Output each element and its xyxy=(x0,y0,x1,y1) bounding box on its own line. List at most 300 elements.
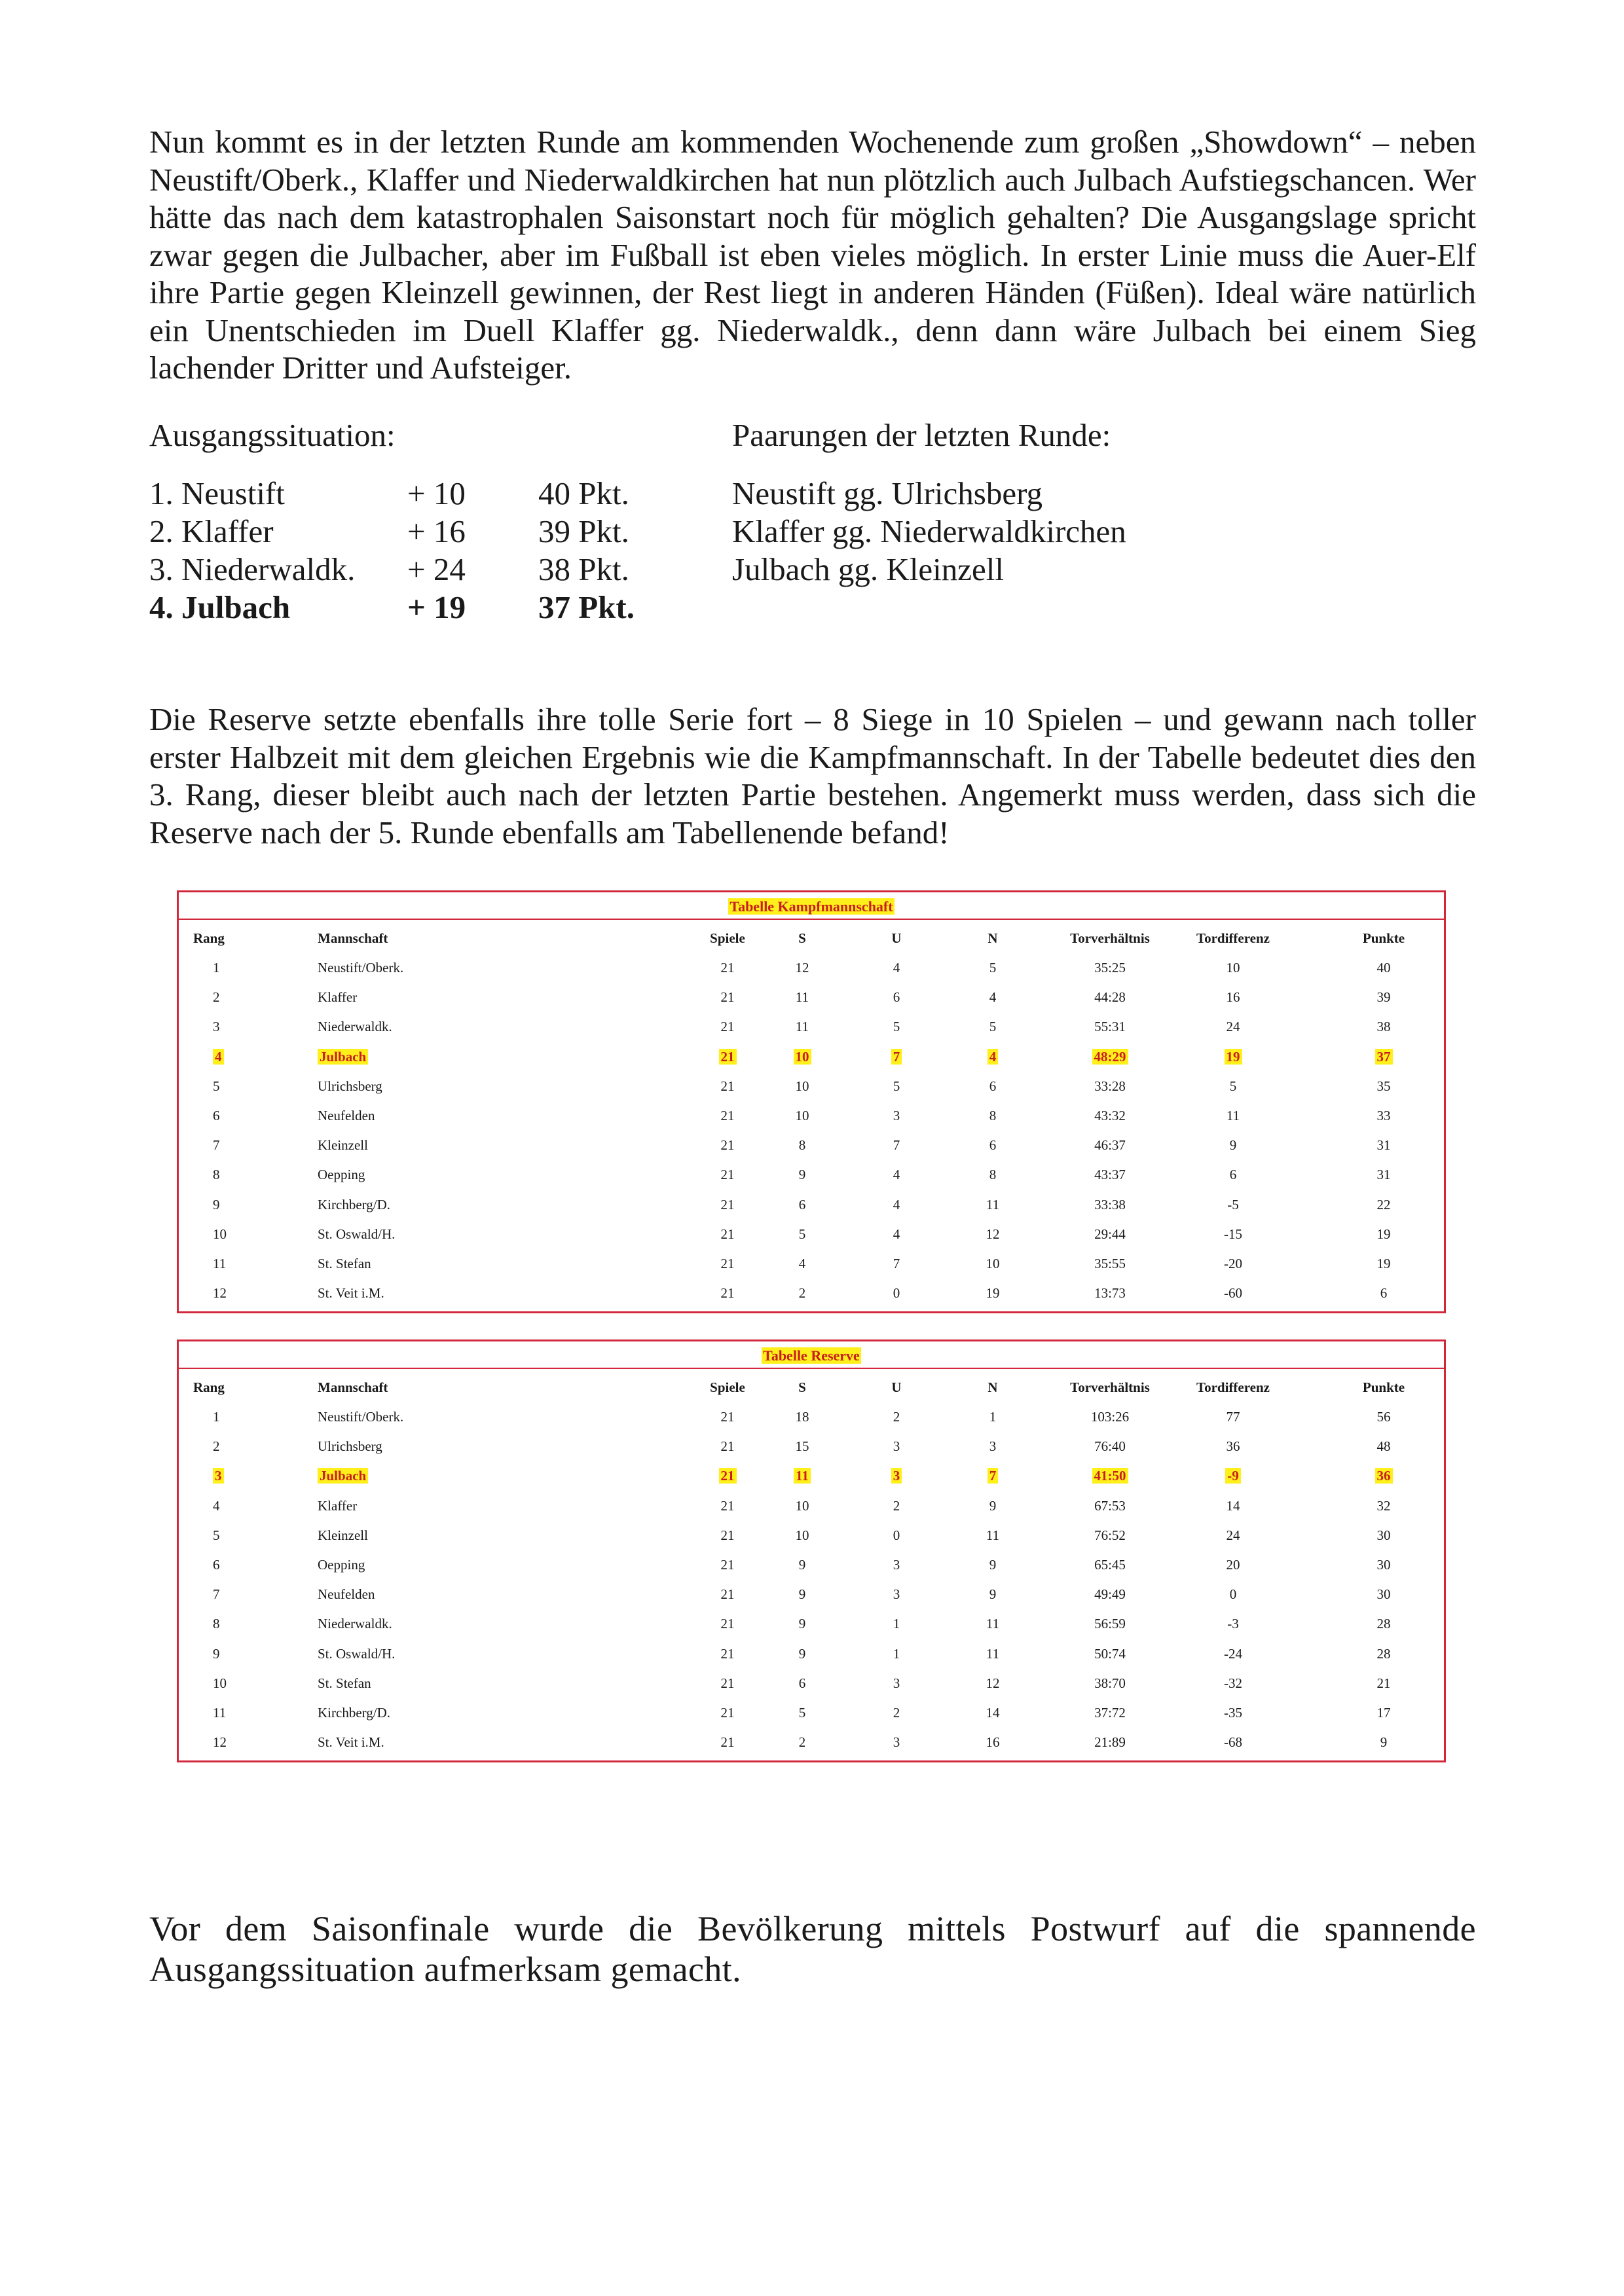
cell-siege xyxy=(783,1703,822,1722)
cell-punkte-text: 35 xyxy=(1376,1078,1391,1094)
cell-unentschieden-text: 3 xyxy=(893,1108,900,1123)
cell-team-text: Klaffer xyxy=(318,989,358,1006)
cell-tordifferenz-text: 20 xyxy=(1226,1557,1240,1573)
header-u: U xyxy=(891,930,902,946)
table-row xyxy=(179,1407,1444,1436)
cell-team xyxy=(318,1076,382,1096)
cell-niederlagen-text: 4 xyxy=(987,1049,999,1065)
cell-tordifferenz xyxy=(1181,1047,1285,1066)
cell-punkte-text: 32 xyxy=(1376,1497,1391,1514)
cell-team xyxy=(318,1165,365,1184)
cell-rang-text: 8 xyxy=(213,1616,220,1632)
cell-punkte xyxy=(1344,1496,1423,1516)
cell-punkte-text: 19 xyxy=(1376,1226,1391,1242)
cell-siege xyxy=(783,1076,822,1096)
cell-team xyxy=(318,1703,390,1722)
cell-punkte xyxy=(1344,987,1423,1007)
cell-siege-text: 10 xyxy=(795,1078,809,1094)
cell-niederlagen-text: 4 xyxy=(989,989,997,1006)
cell-spiele xyxy=(695,1017,760,1036)
cell-team xyxy=(318,1135,368,1155)
cell-siege xyxy=(783,1106,822,1125)
cell-niederlagen xyxy=(976,1076,1009,1096)
cell-spiele-text: 21 xyxy=(720,1438,735,1455)
cell-unentschieden xyxy=(883,1076,910,1096)
cell-siege xyxy=(783,1732,822,1752)
cell-tordifferenz xyxy=(1181,1496,1285,1516)
cell-punkte xyxy=(1344,1254,1423,1273)
cell-siege-text: 10 xyxy=(795,1497,809,1514)
cell-unentschieden-text: 1 xyxy=(893,1645,900,1662)
cell-punkte-text: 36 xyxy=(1375,1468,1393,1484)
cell-torverhaeltnis xyxy=(1058,1466,1162,1485)
cell-siege xyxy=(783,1283,822,1303)
cell-punkte-text: 37 xyxy=(1375,1049,1393,1065)
cell-rang-text: 2 xyxy=(213,1438,220,1455)
cell-niederlagen xyxy=(976,1673,1009,1693)
cell-siege xyxy=(783,1135,822,1155)
cell-tordifferenz-text: -32 xyxy=(1224,1675,1242,1691)
cell-torverhaeltnis-text: 103:26 xyxy=(1090,1409,1130,1425)
cell-siege xyxy=(783,987,822,1007)
cell-tordifferenz xyxy=(1181,1254,1285,1273)
cell-torverhaeltnis-text: 35:55 xyxy=(1094,1256,1126,1271)
standings-team: 2. Klaffer xyxy=(149,513,274,549)
header-spiele: Spiele xyxy=(710,1379,745,1395)
cell-spiele-text: 21 xyxy=(720,1019,735,1035)
cell-rang-text: 6 xyxy=(213,1557,220,1573)
cell-siege xyxy=(783,1555,822,1575)
cell-niederlagen-text: 12 xyxy=(986,1226,1000,1242)
cell-team-text: Niederwaldk. xyxy=(318,1019,392,1035)
cell-niederlagen xyxy=(976,1407,1009,1427)
cell-spiele-text: 21 xyxy=(720,1285,735,1302)
cell-spiele-text: 21 xyxy=(720,1586,735,1603)
cell-torverhaeltnis xyxy=(1058,1614,1162,1633)
cell-spiele-text: 21 xyxy=(720,1196,735,1212)
cell-siege-text: 6 xyxy=(798,1675,806,1691)
table-row xyxy=(179,987,1444,1017)
cell-rang-text: 4 xyxy=(213,1497,220,1514)
cell-niederlagen xyxy=(976,1466,1009,1485)
cell-niederlagen-text: 6 xyxy=(989,1078,997,1094)
cell-team-text: Kirchberg/D. xyxy=(318,1196,390,1212)
cell-siege-text: 5 xyxy=(798,1705,806,1721)
cell-team-text: Kirchberg/D. xyxy=(318,1705,390,1721)
header-punkte: Punkte xyxy=(1362,1379,1405,1395)
table-row xyxy=(179,1135,1444,1165)
standings-points: 38 Pkt. xyxy=(538,551,629,587)
cell-tordifferenz-text: -24 xyxy=(1224,1645,1242,1662)
cell-punkte xyxy=(1344,1106,1423,1125)
pairing-item: Neustift gg. Ulrichsberg xyxy=(732,475,1043,511)
cell-punkte xyxy=(1344,1165,1423,1184)
standings-points: 39 Pkt. xyxy=(538,513,629,549)
cell-team-text: Julbach xyxy=(318,1468,368,1484)
cell-torverhaeltnis-text: 49:49 xyxy=(1094,1586,1126,1603)
cell-tordifferenz-text: 24 xyxy=(1226,1527,1240,1543)
cell-niederlagen-text: 11 xyxy=(986,1616,1000,1632)
cell-spiele-text: 21 xyxy=(720,1675,735,1691)
cell-niederlagen-text: 7 xyxy=(987,1468,999,1484)
cell-spiele-text: 21 xyxy=(720,1409,735,1425)
cell-team xyxy=(318,1195,390,1214)
cell-tordifferenz xyxy=(1181,1076,1285,1096)
cell-torverhaeltnis-text: 67:53 xyxy=(1094,1497,1126,1514)
cell-unentschieden xyxy=(883,1614,910,1633)
cell-punkte xyxy=(1344,1466,1423,1485)
cell-unentschieden-text: 5 xyxy=(893,1078,900,1094)
standings-team: 4. Julbach xyxy=(149,589,291,625)
cell-torverhaeltnis-text: 48:29 xyxy=(1092,1049,1128,1065)
cell-niederlagen-text: 11 xyxy=(986,1527,1000,1543)
cell-punkte-text: 40 xyxy=(1376,960,1391,975)
standings-goal-diff: + 10 xyxy=(407,475,466,511)
cell-niederlagen xyxy=(976,1135,1009,1155)
cell-unentschieden xyxy=(883,1644,910,1664)
cell-tordifferenz xyxy=(1181,1106,1285,1125)
header-team: Mannschaft xyxy=(318,1379,388,1395)
cell-rang-text: 1 xyxy=(213,1409,220,1425)
cell-spiele xyxy=(695,1673,760,1693)
header-torverhaeltnis: Torverhältnis xyxy=(1070,1379,1150,1395)
cell-unentschieden-text: 3 xyxy=(893,1438,900,1455)
cell-unentschieden-text: 7 xyxy=(893,1137,900,1154)
cell-spiele-text: 21 xyxy=(719,1049,737,1065)
cell-punkte xyxy=(1344,1703,1423,1722)
cell-spiele-text: 21 xyxy=(720,989,735,1006)
cell-team xyxy=(318,1673,371,1693)
cell-torverhaeltnis-text: 50:74 xyxy=(1094,1645,1126,1662)
table-row xyxy=(179,1525,1444,1555)
cell-punkte xyxy=(1344,1644,1423,1664)
cell-siege-text: 9 xyxy=(798,1586,806,1603)
cell-punkte xyxy=(1344,1135,1423,1155)
table-row xyxy=(179,1165,1444,1194)
cell-siege xyxy=(783,958,822,977)
header-spiele: Spiele xyxy=(710,930,745,946)
cell-unentschieden xyxy=(883,1673,910,1693)
cell-unentschieden xyxy=(883,1195,910,1214)
cell-tordifferenz xyxy=(1181,987,1285,1007)
cell-torverhaeltnis xyxy=(1058,1195,1162,1214)
header-n: N xyxy=(987,930,998,946)
cell-team-text: Ulrichsberg xyxy=(318,1438,382,1455)
cell-tordifferenz xyxy=(1181,1135,1285,1155)
cell-spiele xyxy=(695,1283,760,1303)
cell-unentschieden xyxy=(883,1436,910,1456)
cell-siege-text: 6 xyxy=(798,1196,806,1212)
cell-team xyxy=(318,987,357,1007)
cell-team-text: St. Stefan xyxy=(318,1256,371,1271)
cell-punkte-text: 30 xyxy=(1376,1557,1391,1573)
cell-torverhaeltnis xyxy=(1058,1703,1162,1722)
cell-unentschieden-text: 7 xyxy=(893,1256,900,1271)
cell-unentschieden xyxy=(883,1496,910,1516)
closing-paragraph: Vor dem Saisonfinale wurde die Bevölkerung mittels Postwurf auf die spannende Ausgangssituation aufmerksam gemacht. xyxy=(149,1909,1476,1989)
cell-spiele-text: 21 xyxy=(720,960,735,975)
cell-spiele xyxy=(695,1614,760,1633)
cell-siege-text: 18 xyxy=(795,1409,809,1425)
cell-team xyxy=(318,1525,368,1545)
cell-team xyxy=(318,1496,357,1516)
cell-team-text: Kleinzell xyxy=(318,1527,368,1543)
intro-paragraph: Nun kommt es in der letzten Runde am kommenden Wochenende zum großen „Showdown“ – neben Neustift/Oberk., Klaffer und Niederwaldkirchen hat nun plötzlich auch Julbach Aufstiegschancen. Wer hätte das nach dem katastrophalen Saisonstart noch für möglich gehalten? Die Ausgangslage spricht zwar gegen die Julbacher, aber im Fußball ist eben vieles möglich. In erster Linie muss die Auer-Elf ihre Partie gegen Kleinzell gewinnen, der Rest liegt in anderen Händen (Füßen). Ideal wäre natürlich ein Unentschieden im Duell Klaffer gg. Niederwaldk., denn dann wäre Julbach bei einem Sieg lachender Dritter und Aufsteiger. xyxy=(149,124,1476,386)
cell-niederlagen xyxy=(976,987,1009,1007)
cell-spiele xyxy=(695,1106,760,1125)
cell-niederlagen xyxy=(976,1436,1009,1456)
cell-unentschieden xyxy=(883,1106,910,1125)
cell-rang-text: 3 xyxy=(213,1468,224,1484)
cell-tordifferenz-text: 19 xyxy=(1225,1049,1242,1065)
cell-spiele xyxy=(695,958,760,977)
cell-tordifferenz xyxy=(1181,1017,1285,1036)
table-row xyxy=(179,1644,1444,1673)
cell-unentschieden xyxy=(883,1135,910,1155)
cell-rang-text: 10 xyxy=(213,1675,227,1691)
cell-tordifferenz-text: 6 xyxy=(1229,1167,1237,1183)
cell-punkte-text: 28 xyxy=(1376,1645,1391,1662)
header-torverhaeltnis: Torverhältnis xyxy=(1070,930,1150,946)
cell-siege xyxy=(783,1436,822,1456)
cell-siege xyxy=(783,1496,822,1516)
cell-punkte-text: 31 xyxy=(1376,1137,1391,1154)
cell-siege-text: 9 xyxy=(798,1557,806,1573)
cell-siege-text: 11 xyxy=(795,989,809,1006)
cell-spiele-text: 21 xyxy=(720,1734,735,1751)
cell-unentschieden-text: 3 xyxy=(893,1734,900,1751)
cell-siege-text: 9 xyxy=(798,1645,806,1662)
cell-niederlagen xyxy=(976,1224,1009,1244)
cell-unentschieden xyxy=(883,1407,910,1427)
cell-unentschieden-text: 3 xyxy=(893,1586,900,1603)
cell-rang-text: 7 xyxy=(213,1137,220,1154)
cell-siege xyxy=(783,1047,822,1066)
cell-unentschieden-text: 2 xyxy=(893,1409,900,1425)
standings-team: 3. Niederwaldk. xyxy=(149,551,356,587)
table-row-highlighted xyxy=(179,1466,1444,1495)
cell-punkte xyxy=(1344,958,1423,977)
cell-punkte xyxy=(1344,1732,1423,1752)
standings-goal-diff: + 24 xyxy=(407,551,466,587)
cell-team xyxy=(318,1732,384,1752)
cell-punkte-text: 48 xyxy=(1376,1438,1391,1455)
header-s: S xyxy=(798,930,806,946)
cell-tordifferenz xyxy=(1181,1555,1285,1575)
cell-punkte-text: 31 xyxy=(1376,1167,1391,1183)
cell-tordifferenz-text: 77 xyxy=(1226,1409,1240,1425)
cell-tordifferenz xyxy=(1181,1283,1285,1303)
cell-tordifferenz xyxy=(1181,1195,1285,1214)
cell-spiele-text: 21 xyxy=(719,1468,737,1484)
header-punkte: Punkte xyxy=(1362,930,1405,946)
cell-torverhaeltnis-text: 76:52 xyxy=(1094,1527,1126,1543)
cell-spiele xyxy=(695,1254,760,1273)
cell-niederlagen-text: 8 xyxy=(989,1167,997,1183)
cell-torverhaeltnis-text: 44:28 xyxy=(1094,989,1126,1006)
cell-tordifferenz xyxy=(1181,1584,1285,1604)
cell-spiele-text: 21 xyxy=(720,1078,735,1094)
cell-niederlagen-text: 9 xyxy=(989,1497,997,1514)
cell-siege-text: 9 xyxy=(798,1167,806,1183)
cell-spiele xyxy=(695,1644,760,1664)
cell-team xyxy=(318,1614,392,1633)
cell-punkte xyxy=(1344,1017,1423,1036)
cell-team-text: Neufelden xyxy=(318,1108,375,1123)
cell-unentschieden xyxy=(883,1283,910,1303)
cell-siege-text: 4 xyxy=(798,1256,806,1271)
cell-torverhaeltnis-text: 55:31 xyxy=(1094,1019,1126,1035)
cell-siege xyxy=(783,1195,822,1214)
cell-team-text: St. Veit i.M. xyxy=(318,1285,384,1302)
cell-unentschieden xyxy=(883,1584,910,1604)
cell-rang-text: 2 xyxy=(213,989,220,1006)
cell-team-text: Neufelden xyxy=(318,1586,375,1603)
cell-unentschieden-text: 4 xyxy=(893,1196,900,1212)
cell-team xyxy=(318,1436,382,1456)
table-row xyxy=(179,958,1444,987)
cell-torverhaeltnis xyxy=(1058,1254,1162,1273)
standings-points: 37 Pkt. xyxy=(538,589,635,625)
cell-team-text: Kleinzell xyxy=(318,1137,368,1154)
cell-team-text: Oepping xyxy=(318,1167,365,1183)
standings-goal-diff: + 19 xyxy=(407,589,466,625)
cell-tordifferenz-text: 10 xyxy=(1226,960,1240,975)
cell-siege-text: 8 xyxy=(798,1137,806,1154)
cell-tordifferenz-text: -60 xyxy=(1224,1285,1242,1302)
cell-rang-text: 11 xyxy=(213,1256,227,1271)
cell-torverhaeltnis xyxy=(1058,1047,1162,1066)
cell-punkte-text: 22 xyxy=(1376,1196,1391,1212)
cell-unentschieden xyxy=(883,1254,910,1273)
cell-rang-text: 10 xyxy=(213,1226,227,1242)
cell-spiele-text: 21 xyxy=(720,1226,735,1242)
cell-rang-text: 12 xyxy=(213,1734,227,1751)
cell-torverhaeltnis-text: 43:32 xyxy=(1094,1108,1126,1123)
cell-torverhaeltnis xyxy=(1058,1076,1162,1096)
cell-spiele xyxy=(695,1076,760,1096)
cell-siege xyxy=(783,1407,822,1427)
cell-siege xyxy=(783,1614,822,1633)
cell-torverhaeltnis xyxy=(1058,1584,1162,1604)
cell-unentschieden-text: 4 xyxy=(893,960,900,975)
cell-siege-text: 2 xyxy=(798,1285,806,1302)
cell-team-text: Neustift/Oberk. xyxy=(318,1409,404,1425)
cell-team xyxy=(318,1224,395,1244)
cell-team xyxy=(318,1644,395,1664)
cell-unentschieden xyxy=(883,1017,910,1036)
cell-torverhaeltnis-text: 37:72 xyxy=(1094,1705,1126,1721)
cell-siege xyxy=(783,1254,822,1273)
cell-torverhaeltnis-text: 21:89 xyxy=(1094,1734,1126,1751)
cell-punkte xyxy=(1344,1047,1423,1066)
cell-team xyxy=(318,1555,365,1575)
table-title-text: Tabelle Kampfmannschaft xyxy=(729,898,893,915)
table-title xyxy=(179,898,1444,916)
cell-tordifferenz xyxy=(1181,1644,1285,1664)
pairings-list xyxy=(732,475,1126,589)
cell-unentschieden xyxy=(883,1466,910,1485)
cell-team xyxy=(318,1106,375,1125)
cell-spiele xyxy=(695,1195,760,1214)
cell-spiele-text: 21 xyxy=(720,1256,735,1271)
cell-unentschieden xyxy=(883,1732,910,1752)
table-title xyxy=(179,1347,1444,1365)
cell-siege xyxy=(783,1584,822,1604)
cell-niederlagen-text: 9 xyxy=(989,1557,997,1573)
cell-unentschieden-text: 0 xyxy=(893,1285,900,1302)
cell-siege xyxy=(783,1525,822,1545)
cell-torverhaeltnis-text: 13:73 xyxy=(1094,1285,1126,1302)
cell-tordifferenz xyxy=(1181,1732,1285,1752)
table-row xyxy=(179,1017,1444,1046)
table-row xyxy=(179,1555,1444,1584)
cell-tordifferenz-text: 9 xyxy=(1229,1137,1237,1154)
cell-team-text: Oepping xyxy=(318,1557,365,1573)
cell-tordifferenz xyxy=(1181,1165,1285,1184)
cell-punkte-text: 30 xyxy=(1376,1527,1391,1543)
cell-punkte-text: 30 xyxy=(1376,1586,1391,1603)
cell-team xyxy=(318,1017,392,1036)
cell-team-text: St. Oswald/H. xyxy=(318,1226,396,1242)
cell-team xyxy=(318,1584,375,1604)
cell-unentschieden-text: 6 xyxy=(893,989,900,1006)
cell-rang-text: 9 xyxy=(213,1196,220,1212)
cell-spiele-text: 21 xyxy=(720,1616,735,1632)
cell-siege-text: 15 xyxy=(795,1438,809,1455)
cell-team-text: Klaffer xyxy=(318,1497,358,1514)
table-header-row: Rang Mannschaft Spiele S U N Torverhältnis Tordifferenz Punkte xyxy=(179,928,1444,958)
cell-niederlagen xyxy=(976,1283,1009,1303)
table-row xyxy=(179,1703,1444,1732)
cell-siege-text: 9 xyxy=(798,1616,806,1632)
cell-punkte xyxy=(1344,1525,1423,1545)
cell-punkte xyxy=(1344,1673,1423,1693)
cell-torverhaeltnis xyxy=(1058,1224,1162,1244)
cell-punkte xyxy=(1344,1076,1423,1096)
cell-siege xyxy=(783,1644,822,1664)
cell-team xyxy=(318,1466,368,1485)
cell-tordifferenz-text: -35 xyxy=(1224,1705,1242,1721)
cell-siege-text: 12 xyxy=(795,960,809,975)
cell-niederlagen-text: 5 xyxy=(989,1019,997,1035)
table-row xyxy=(179,1496,1444,1525)
cell-punkte-text: 19 xyxy=(1376,1256,1391,1271)
cell-rang-text: 5 xyxy=(213,1527,220,1543)
cell-unentschieden-text: 2 xyxy=(893,1497,900,1514)
cell-unentschieden-text: 4 xyxy=(893,1167,900,1183)
cell-tordifferenz-text: -3 xyxy=(1227,1616,1239,1632)
standings-heading: Ausgangssituation: xyxy=(149,417,396,453)
cell-torverhaeltnis xyxy=(1058,958,1162,977)
cell-spiele-text: 21 xyxy=(720,1167,735,1183)
cell-tordifferenz-text: 0 xyxy=(1229,1586,1237,1603)
cell-team-text: Ulrichsberg xyxy=(318,1078,382,1094)
header-n: N xyxy=(987,1379,998,1395)
cell-niederlagen xyxy=(976,1047,1009,1066)
cell-tordifferenz xyxy=(1181,1436,1285,1456)
cell-rang-text: 9 xyxy=(213,1645,220,1662)
cell-tordifferenz xyxy=(1181,958,1285,977)
cell-unentschieden xyxy=(883,1047,910,1066)
cell-spiele xyxy=(695,1584,760,1604)
cell-punkte-text: 28 xyxy=(1376,1616,1391,1632)
cell-rang-text: 6 xyxy=(213,1108,220,1123)
cell-rang-text: 8 xyxy=(213,1167,220,1183)
cell-niederlagen-text: 9 xyxy=(989,1586,997,1603)
table-row xyxy=(179,1283,1444,1313)
cell-punkte xyxy=(1344,1584,1423,1604)
